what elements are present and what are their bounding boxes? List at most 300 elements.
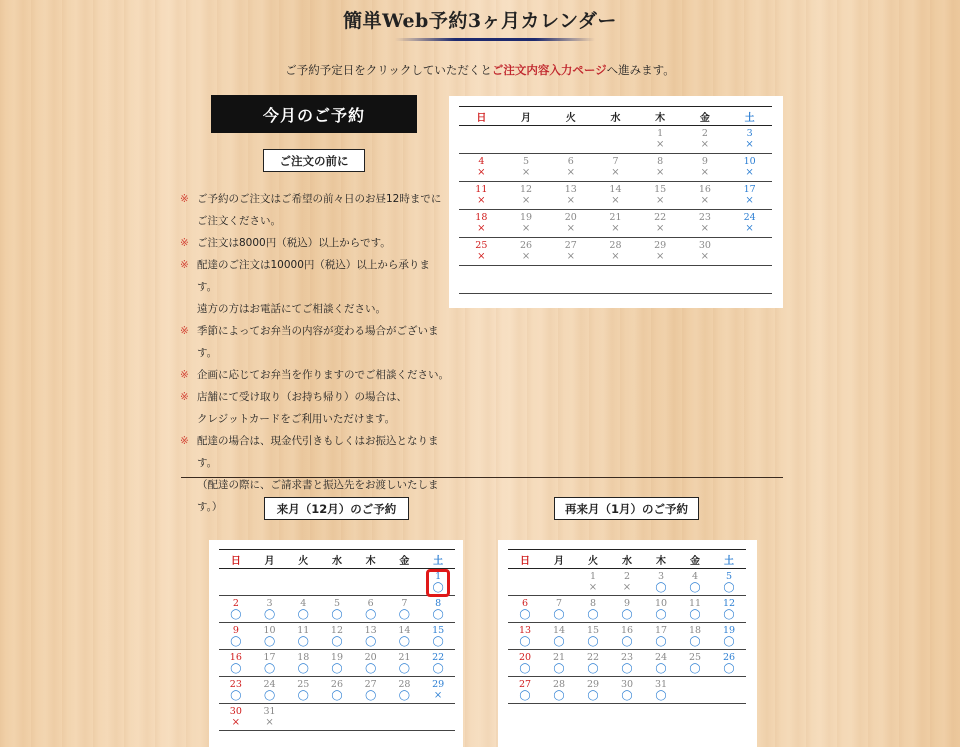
available-mark: ◯ [655,582,667,593]
calendar-day[interactable] [610,623,644,650]
calendar-day[interactable] [610,650,644,677]
available-mark: ◯ [230,663,242,674]
unavailable-mark: × [433,690,443,701]
available-mark: ◯ [553,609,565,620]
calendar-day[interactable] [219,650,253,677]
day-number: 23 [698,212,711,223]
available-mark: ◯ [621,636,633,647]
unavailable-mark: × [566,195,575,206]
notice-mark [180,298,197,320]
available-mark: ◯ [331,636,343,647]
calendar-day[interactable] [644,569,678,596]
day-number: 5 [523,156,530,167]
day-number: 14 [398,625,411,636]
calendar-day[interactable] [542,596,576,623]
day-number: 31 [263,706,276,717]
calendar-day [638,238,683,266]
day-number: 13 [564,184,577,195]
available-mark: ◯ [263,609,276,620]
day-number: 25 [297,679,310,690]
calendar-day[interactable] [320,650,354,677]
calendar-day[interactable] [421,650,455,677]
calendar-day [727,126,772,154]
calendar-day [548,182,593,210]
calendar-day [638,182,683,210]
day-number: 1 [589,571,597,582]
calendar-day[interactable] [644,623,678,650]
day-number: 27 [364,679,377,690]
empty-day [388,569,422,596]
weekday-header: 火 [588,555,598,567]
calendar-day[interactable] [576,650,610,677]
unavailable-mark: × [566,251,575,262]
calendar-day[interactable] [388,596,422,623]
day-number: 19 [520,212,533,223]
calendar-day[interactable] [542,623,576,650]
available-mark: ◯ [432,636,444,647]
available-mark: ◯ [230,690,242,701]
empty-day [459,126,504,154]
title-underline [395,38,595,41]
calendar-day [504,182,549,210]
unavailable-mark: × [477,223,486,234]
day-number: 29 [586,679,600,690]
empty-day [508,569,542,596]
calendar-month-after [498,540,757,747]
calendar-week-row [508,677,746,704]
notice-text: 配達のご注文は10000円（税込）以上から承ります。 [197,259,430,293]
day-number: 22 [432,652,445,663]
day-number: 12 [722,598,736,609]
available-mark: ◯ [587,690,599,701]
unavailable-mark: × [566,167,575,178]
empty-day [593,126,638,154]
calendar-week-row [459,126,772,154]
day-number: 14 [552,625,566,636]
calendar-day[interactable] [320,623,354,650]
calendar-day[interactable] [354,677,388,704]
unavailable-mark: × [521,167,531,178]
available-mark: ◯ [655,663,667,674]
day-number: 15 [432,625,445,636]
unavailable-mark: × [745,195,754,206]
calendar-day [683,210,728,238]
calendar-day[interactable] [219,677,253,704]
unavailable-mark: × [611,195,620,206]
calendar-week-row [459,154,772,182]
empty-day [354,704,388,731]
available-mark: ◯ [519,636,531,647]
weekday-header-row [508,550,746,569]
calendar-day[interactable] [576,677,610,704]
calendar-day[interactable] [354,596,388,623]
day-number: 28 [398,679,411,690]
weekday-header: 土 [433,555,444,567]
notice-line [180,232,450,254]
notice-mark [180,496,197,518]
calendar-day[interactable] [253,650,287,677]
day-number: 3 [266,598,273,609]
weekday-header: 金 [699,112,710,124]
weekday-header: 木 [365,555,376,567]
calendar-week-row [219,596,455,623]
calendar-day [610,569,644,596]
calendar-day [638,154,683,182]
calendar-day[interactable] [644,677,678,704]
empty-day [286,569,320,596]
weekday-header: 水 [331,555,342,567]
calendar-day [548,154,593,182]
day-number: 29 [654,240,667,251]
notice-text: ご予約のご注文はご希望の前々日のお昼12時までに [197,193,442,205]
notice-text: 店舗にて受け取り（お持ち帰り）の場合は、 [197,391,407,403]
calendar-day [504,238,549,266]
empty-day [638,266,683,294]
day-number: 4 [478,156,485,167]
empty-day [253,569,287,596]
intro-text [0,62,960,78]
day-number: 26 [330,679,343,690]
available-mark: ◯ [230,636,242,647]
calendar-day [421,677,455,704]
day-number: 9 [701,156,708,167]
available-mark: ◯ [621,663,633,674]
day-number: 17 [263,652,276,663]
day-number: 7 [612,156,619,167]
calendar-day[interactable] [421,623,455,650]
available-mark: ◯ [655,636,667,647]
available-mark: ◯ [398,663,410,674]
notice-line [180,254,450,298]
available-mark: ◯ [723,663,735,674]
available-mark: ◯ [297,609,309,620]
notice-line [180,298,450,320]
calendar-day[interactable] [286,623,320,650]
day-number: 6 [567,156,574,167]
day-number: 19 [722,625,736,636]
calendar-day[interactable] [388,677,422,704]
unavailable-mark: × [611,223,620,234]
available-mark: ◯ [689,663,701,674]
day-number: 17 [743,184,756,195]
day-number: 21 [398,652,411,663]
available-mark: ◯ [365,690,377,701]
unavailable-mark: × [655,251,665,262]
available-mark: ◯ [230,609,242,620]
weekday-header: 水 [622,555,632,567]
calendar-week-row [508,596,746,623]
available-mark: ◯ [723,582,735,593]
calendar-day[interactable] [508,677,542,704]
empty-day [548,126,593,154]
available-mark: ◯ [655,609,667,620]
calendar-day[interactable] [388,650,422,677]
day-number: 20 [518,652,532,663]
day-number: 24 [743,212,756,223]
weekday-header: 木 [656,555,666,567]
day-number: 30 [620,679,634,690]
day-number: 12 [330,625,343,636]
day-number: 16 [698,184,711,195]
weekday-header: 日 [520,555,530,567]
empty-day [727,238,772,266]
weekday-header: 日 [230,555,241,567]
notice-mark: ※ [180,193,189,205]
calendar-day[interactable] [354,623,388,650]
day-number: 14 [609,184,622,195]
calendar-day[interactable] [542,650,576,677]
unavailable-mark: × [622,582,632,593]
day-number: 2 [623,571,631,582]
calendar-day[interactable] [508,650,542,677]
calendar-day[interactable] [253,677,287,704]
day-number: 3 [657,571,665,582]
order-page-link[interactable]: ご注文内容入力ページ [491,63,607,77]
unavailable-mark: × [588,582,598,593]
day-number: 1 [657,128,664,139]
weekday-header: 月 [264,555,275,567]
available-mark: ◯ [297,690,309,701]
calendar-day[interactable] [576,623,610,650]
calendar-week-row [459,210,772,238]
day-number: 25 [475,240,488,251]
calendar-day[interactable] [253,623,287,650]
day-number: 25 [688,652,702,663]
calendar-day [459,182,504,210]
calendar-day[interactable] [678,623,712,650]
day-number: 30 [698,240,711,251]
calendar-day[interactable] [320,596,354,623]
day-number: 18 [297,652,310,663]
available-mark: ◯ [365,609,377,620]
calendar-day[interactable] [219,623,253,650]
empty-day [548,266,593,294]
available-mark: ◯ [723,609,735,620]
unavailable-mark: × [700,251,710,262]
calendar-week-row [459,238,772,266]
day-number: 28 [609,240,622,251]
calendar-day[interactable] [508,596,542,623]
empty-day [678,677,712,704]
empty-day [542,569,576,596]
calendar-day [504,210,549,238]
unavailable-mark: × [700,139,710,150]
available-mark: ◯ [553,663,565,674]
weekday-header: 火 [565,112,576,124]
day-number: 2 [232,598,239,609]
day-number: 18 [475,212,488,223]
weekday-header: 月 [521,112,532,124]
before-order-label: ご注文の前に [263,149,365,172]
calendar-week-row [219,623,455,650]
unavailable-mark: × [521,223,531,234]
day-number: 10 [743,156,756,167]
notice-line [180,430,450,474]
day-number: 9 [623,598,631,609]
unavailable-mark: × [521,251,531,262]
available-mark: ◯ [331,609,343,620]
day-number: 22 [586,652,600,663]
notice-mark: ※ [180,325,189,337]
day-number: 7 [555,598,563,609]
unavailable-mark: × [655,223,665,234]
calendar-day[interactable] [678,569,712,596]
selected-day-highlight [426,569,450,597]
available-mark: ◯ [689,636,701,647]
day-number: 6 [367,598,374,609]
weekday-header-row [459,107,772,126]
calendar-day[interactable] [286,596,320,623]
calendar-day[interactable] [644,596,678,623]
calendar-day[interactable] [508,623,542,650]
day-number: 18 [688,625,702,636]
calendar-day[interactable] [712,650,746,677]
day-number: 16 [229,652,242,663]
notice-text: ご注文は8000円（税込）以上からです。 [197,237,391,249]
calendar-day[interactable] [678,650,712,677]
available-mark: ◯ [519,609,531,620]
day-number: 20 [564,212,577,223]
calendar-day[interactable] [388,623,422,650]
day-number: 5 [333,598,340,609]
next-month-label: 来月（12月）のご予約 [264,497,409,520]
notice-text: クレジットカードをご利用いただけます。 [197,413,396,425]
intro-before: ご予約予定日をクリックしていただくと [285,63,492,77]
calendar-day [593,238,638,266]
calendar-day[interactable] [286,650,320,677]
notice-list [180,188,450,518]
day-number: 13 [518,625,532,636]
month-after-label: 再来月（1月）のご予約 [554,497,699,520]
notice-line [180,364,450,386]
day-number: 22 [654,212,667,223]
notice-mark: ※ [180,237,189,249]
calendar-day[interactable] [712,569,746,596]
day-number: 17 [654,625,668,636]
day-number: 8 [435,598,442,609]
calendar-day[interactable] [610,596,644,623]
notice-line [180,408,450,430]
empty-day [712,677,746,704]
calendar-day[interactable] [610,677,644,704]
available-mark: ◯ [398,609,410,620]
day-number: 26 [520,240,533,251]
day-number: 2 [701,128,708,139]
empty-day [219,569,253,596]
calendar-day[interactable] [678,596,712,623]
unavailable-mark: × [477,167,486,178]
this-month-banner: 今月のご予約 [211,95,417,133]
available-mark: ◯ [621,690,633,701]
calendar-day [593,154,638,182]
day-number: 27 [518,679,532,690]
calendar-day [548,238,593,266]
calendar-day [576,569,610,596]
calendar-day[interactable] [354,650,388,677]
day-number: 21 [552,652,566,663]
calendar-day [727,182,772,210]
day-number: 15 [586,625,600,636]
calendar-current-month [449,96,783,308]
weekday-header: 土 [744,112,755,124]
unavailable-mark: × [611,251,620,262]
calendar-day [683,126,728,154]
unavailable-mark: × [700,195,710,206]
calendar-day[interactable] [542,677,576,704]
day-number: 13 [364,625,377,636]
calendar-week-row [508,650,746,677]
weekday-header: 月 [554,555,564,567]
day-number: 23 [229,679,242,690]
day-number: 26 [722,652,736,663]
calendar-day[interactable] [320,677,354,704]
empty-day [593,266,638,294]
notice-mark: ※ [180,369,189,381]
calendar-day[interactable] [421,569,455,596]
unavailable-mark: × [231,717,241,728]
available-mark: ◯ [398,690,410,701]
day-number: 16 [620,625,634,636]
day-number: 4 [691,571,699,582]
calendar-day[interactable] [712,623,746,650]
notice-mark [180,210,197,232]
calendar-week-row [508,569,746,596]
unavailable-mark: × [521,195,531,206]
empty-day [354,569,388,596]
calendar-day [638,210,683,238]
calendar-day[interactable] [576,596,610,623]
section-divider [181,477,783,478]
notice-line [180,188,450,210]
calendar-day[interactable] [219,596,253,623]
day-number: 11 [688,598,702,609]
available-mark: ◯ [723,636,735,647]
day-number: 27 [564,240,577,251]
calendar-week-row [508,623,746,650]
available-mark: ◯ [689,609,701,620]
empty-day [683,266,728,294]
calendar-day[interactable] [421,596,455,623]
day-number: 8 [657,156,664,167]
day-number: 19 [330,652,343,663]
calendar-day[interactable] [712,596,746,623]
calendar-day [727,154,772,182]
notice-mark: ※ [180,391,189,403]
calendar-week-row [219,704,455,731]
empty-day [421,704,455,731]
unavailable-mark: × [655,167,665,178]
unavailable-mark: × [566,223,575,234]
available-mark: ◯ [331,663,343,674]
available-mark: ◯ [263,663,276,674]
day-number: 30 [229,706,242,717]
calendar-day [727,210,772,238]
notice-text: 季節によってお弁当の内容が変わる場合がございます。 [197,325,439,359]
calendar-day [504,154,549,182]
available-mark: ◯ [331,690,343,701]
calendar-day[interactable] [644,650,678,677]
day-number: 10 [263,625,276,636]
empty-day [320,704,354,731]
day-number: 9 [232,625,239,636]
notice-text: 配達の場合は、現金代引きもしくはお振込となります。 [197,435,439,469]
day-number: 3 [746,128,753,139]
calendar-day[interactable] [253,596,287,623]
calendar-day[interactable] [286,677,320,704]
notice-text: す。） [197,501,223,513]
calendar-day [683,182,728,210]
empty-day [504,266,549,294]
